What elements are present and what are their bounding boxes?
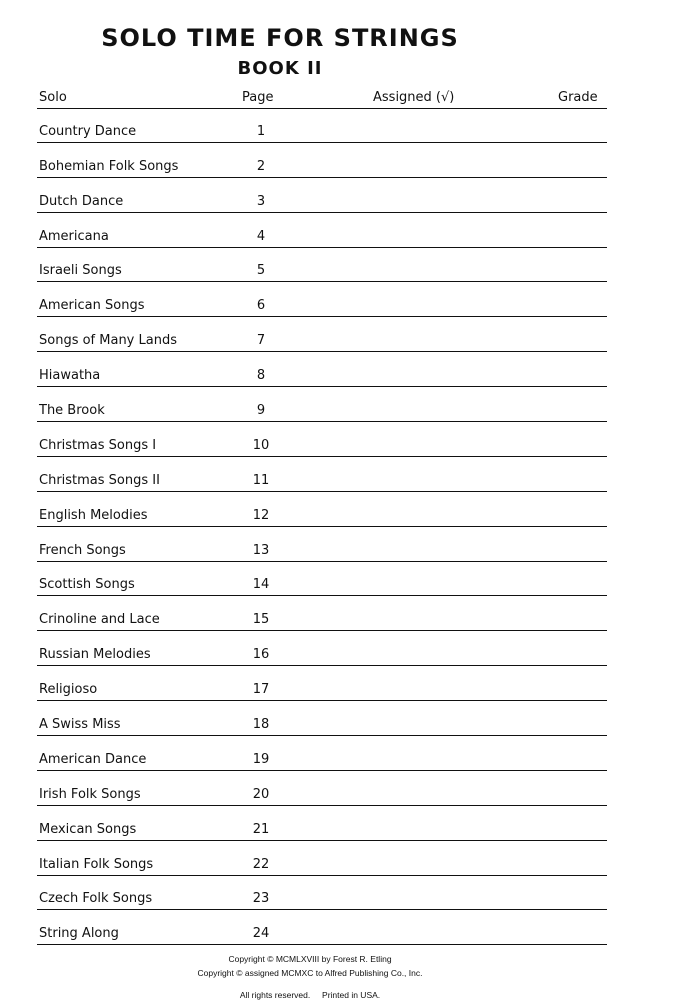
table-row <box>37 108 607 143</box>
table-row <box>37 910 607 945</box>
table-row <box>37 387 607 422</box>
copyright-line-2: Copyright © assigned MCMXC to Alfred Publishing Co., Inc. <box>197 968 423 978</box>
solo-title: American Songs <box>39 298 145 314</box>
solo-list <box>37 108 607 945</box>
table-header <box>37 88 607 109</box>
page-number: 6 <box>256 298 266 314</box>
table-row <box>37 422 607 457</box>
solo-title: Italian Folk Songs <box>39 856 154 872</box>
page-number: 17 <box>252 682 270 698</box>
table-row <box>37 771 607 806</box>
solo-title: Crinoline and Lace <box>39 612 160 628</box>
table-row <box>37 631 607 666</box>
page-number: 4 <box>256 228 266 244</box>
table-row <box>37 248 607 283</box>
table-row <box>37 562 607 597</box>
column-header-assigned: Assigned (√) <box>373 90 455 105</box>
copyright-line-1: Copyright © MCMLXVIII by Forest R. Etling <box>228 954 392 964</box>
table-row <box>37 806 607 841</box>
page-number: 7 <box>256 333 266 349</box>
rights-notice: All rights reserved. Printed in USA. <box>239 990 381 1000</box>
solo-title: French Songs <box>39 542 126 558</box>
solo-title: String Along <box>39 926 119 942</box>
page-number: 15 <box>252 612 270 628</box>
solo-title: English Melodies <box>39 507 148 523</box>
solo-title: Country Dance <box>39 123 137 139</box>
page-number: 11 <box>252 472 270 488</box>
page-number: 14 <box>252 577 270 593</box>
table-row <box>37 213 607 248</box>
table-row <box>37 143 607 178</box>
table-row <box>37 596 607 631</box>
page-number: 5 <box>256 263 266 279</box>
page-number: 2 <box>256 158 266 174</box>
table-row <box>37 178 607 213</box>
solo-title: Religioso <box>39 682 98 698</box>
solo-title: Christmas Songs II <box>39 472 160 488</box>
page-number: 9 <box>256 403 266 419</box>
page-number: 16 <box>252 647 270 663</box>
table-row <box>37 527 607 562</box>
table-row <box>37 457 607 492</box>
solo-title: Scottish Songs <box>39 577 135 593</box>
table-row <box>37 352 607 387</box>
column-header-page: Page <box>242 90 274 105</box>
table-row <box>37 492 607 527</box>
table-row <box>37 282 607 317</box>
solo-title: Songs of Many Lands <box>39 333 177 349</box>
page-number: 18 <box>252 717 270 733</box>
page-number: 13 <box>252 542 270 558</box>
solo-title: Irish Folk Songs <box>39 786 141 802</box>
page-subtitle: BOOK II <box>237 58 323 79</box>
column-header-grade: Grade <box>558 90 598 105</box>
solo-title: American Dance <box>39 751 147 767</box>
page-number: 1 <box>256 123 266 139</box>
page-number: 19 <box>252 751 270 767</box>
solo-title: Mexican Songs <box>39 821 137 837</box>
table-row <box>37 666 607 701</box>
table-row <box>37 876 607 911</box>
solo-title: A Swiss Miss <box>39 717 121 733</box>
page-number: 12 <box>252 507 270 523</box>
page-number: 23 <box>252 891 270 907</box>
table-row <box>37 317 607 352</box>
table-row <box>37 701 607 736</box>
solo-title: Christmas Songs I <box>39 437 157 453</box>
page-number: 22 <box>252 856 270 872</box>
page-number: 10 <box>252 437 270 453</box>
page-number: 20 <box>252 786 270 802</box>
page-number: 21 <box>252 821 270 837</box>
page-number: 8 <box>256 368 266 384</box>
table-row <box>37 841 607 876</box>
page-number: 3 <box>256 193 266 209</box>
solo-title: Bohemian Folk Songs <box>39 158 179 174</box>
table-row <box>37 736 607 771</box>
solo-title: Americana <box>39 228 109 244</box>
solo-title: Czech Folk Songs <box>39 891 153 907</box>
solo-title: Dutch Dance <box>39 193 124 209</box>
solo-title: Hiawatha <box>39 368 101 384</box>
page-number: 24 <box>252 926 270 942</box>
column-header-solo: Solo <box>39 90 67 105</box>
solo-title: Israeli Songs <box>39 263 122 279</box>
solo-title: The Brook <box>39 403 105 419</box>
page-title: SOLO TIME FOR STRINGS <box>101 24 459 52</box>
solo-title: Russian Melodies <box>39 647 151 663</box>
